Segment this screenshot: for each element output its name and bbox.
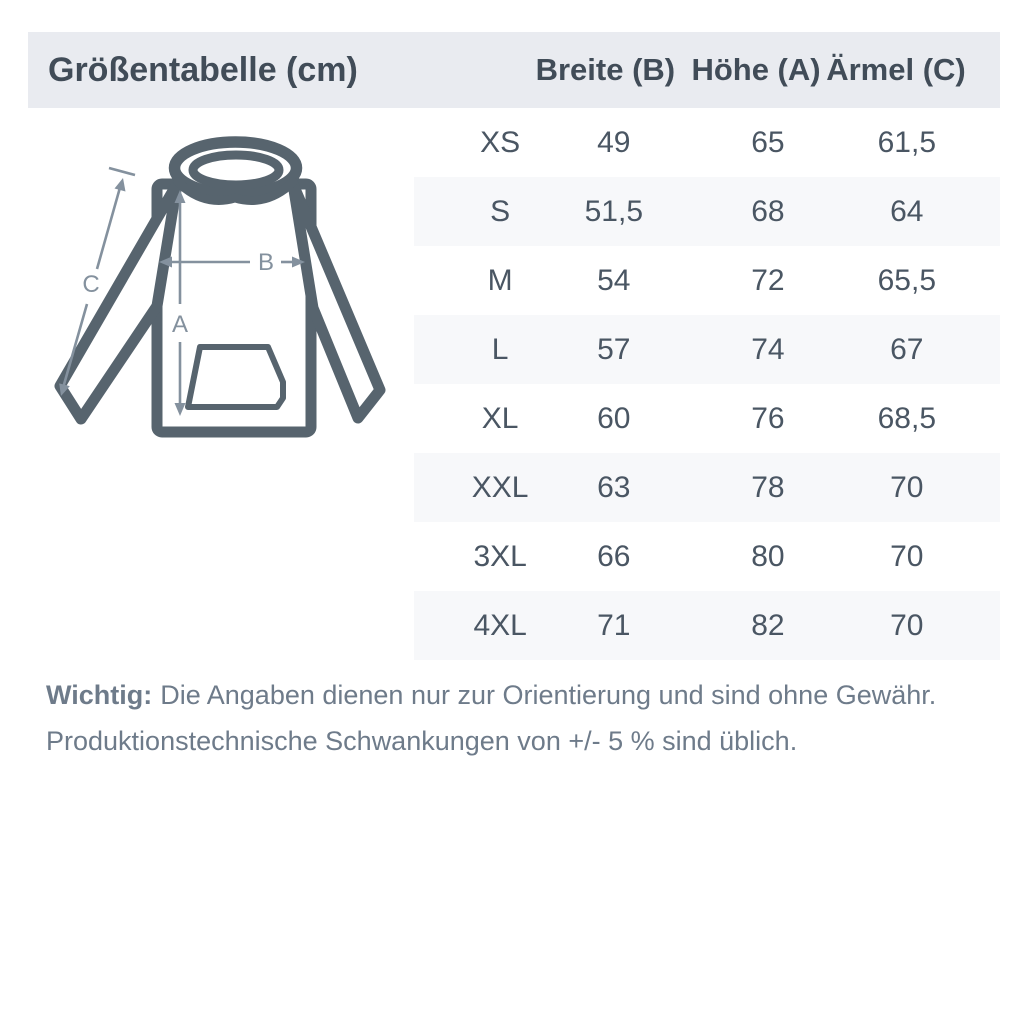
aermel-value: 67 [890,333,924,366]
arrow-up-right-icon [115,178,126,192]
hoehe-value: 76 [751,402,785,435]
breite-value: 63 [597,471,631,504]
aermel-value: 70 [890,540,924,573]
hoehe-value: 82 [751,609,785,642]
hoodie-illustration [30,120,430,460]
size-label: XS [480,126,521,159]
hoehe-value: 80 [751,540,785,573]
measure-tick-c [109,168,135,175]
hoehe-value: 65 [751,126,785,159]
label-b: B [257,249,275,276]
header-bar [28,32,1000,108]
disclaimer [46,672,976,764]
size-label: XL [481,402,519,435]
disclaimer-line-1 [46,672,976,718]
hoodie-hood-inner [193,155,279,185]
table-row-3xl [414,522,1000,591]
table-row-4xl [414,591,1000,660]
hoehe-value: 74 [751,333,785,366]
hoehe-value: 78 [751,471,785,504]
table-row-xxl [414,453,1000,522]
table-row-s [414,177,1000,246]
aermel-value: 65,5 [877,264,937,297]
label-c: C [82,271,100,298]
size-table [414,108,1000,660]
size-label: 4XL [473,609,527,642]
size-label: L [491,333,509,366]
aermel-value: 70 [890,471,924,504]
breite-value: 49 [597,126,631,159]
hoehe-value: 68 [751,195,785,228]
label-a: A [171,311,189,338]
disclaimer-text-1: Die Angaben dienen nur zur Orientierung und sind ohne Gewähr. [160,680,937,710]
disclaimer-label: Wichtig: [46,680,153,710]
column-header-aermel: Ärmel (C) [826,52,966,87]
page-title: Größentabelle (cm) [48,51,358,89]
column-header-hoehe: Höhe (A) [691,52,821,87]
size-label: XXL [471,471,529,504]
hoodie-pocket [188,347,283,407]
breite-value: 57 [597,333,631,366]
table-row-xs [414,108,1000,177]
size-label: 3XL [473,540,527,573]
aermel-value: 70 [890,609,924,642]
size-label: S [490,195,511,228]
aermel-value: 64 [890,195,924,228]
breite-value: 51,5 [584,195,644,228]
table-row-l [414,315,1000,384]
size-label: M [487,264,513,297]
measure-line-c [97,184,121,269]
breite-value: 60 [597,402,631,435]
aermel-value: 61,5 [877,126,937,159]
disclaimer-line-2: Produktionstechnische Schwankungen von +/- 5 % sind üblich. [46,726,798,756]
hoehe-value: 72 [751,264,785,297]
hoodie-measurement-diagram [30,120,430,460]
column-header-breite: Breite (B) [535,52,676,87]
breite-value: 66 [597,540,631,573]
table-row-m [414,246,1000,315]
aermel-value: 68,5 [877,402,937,435]
breite-value: 54 [597,264,631,297]
breite-value: 71 [597,609,631,642]
table-row-xl [414,384,1000,453]
